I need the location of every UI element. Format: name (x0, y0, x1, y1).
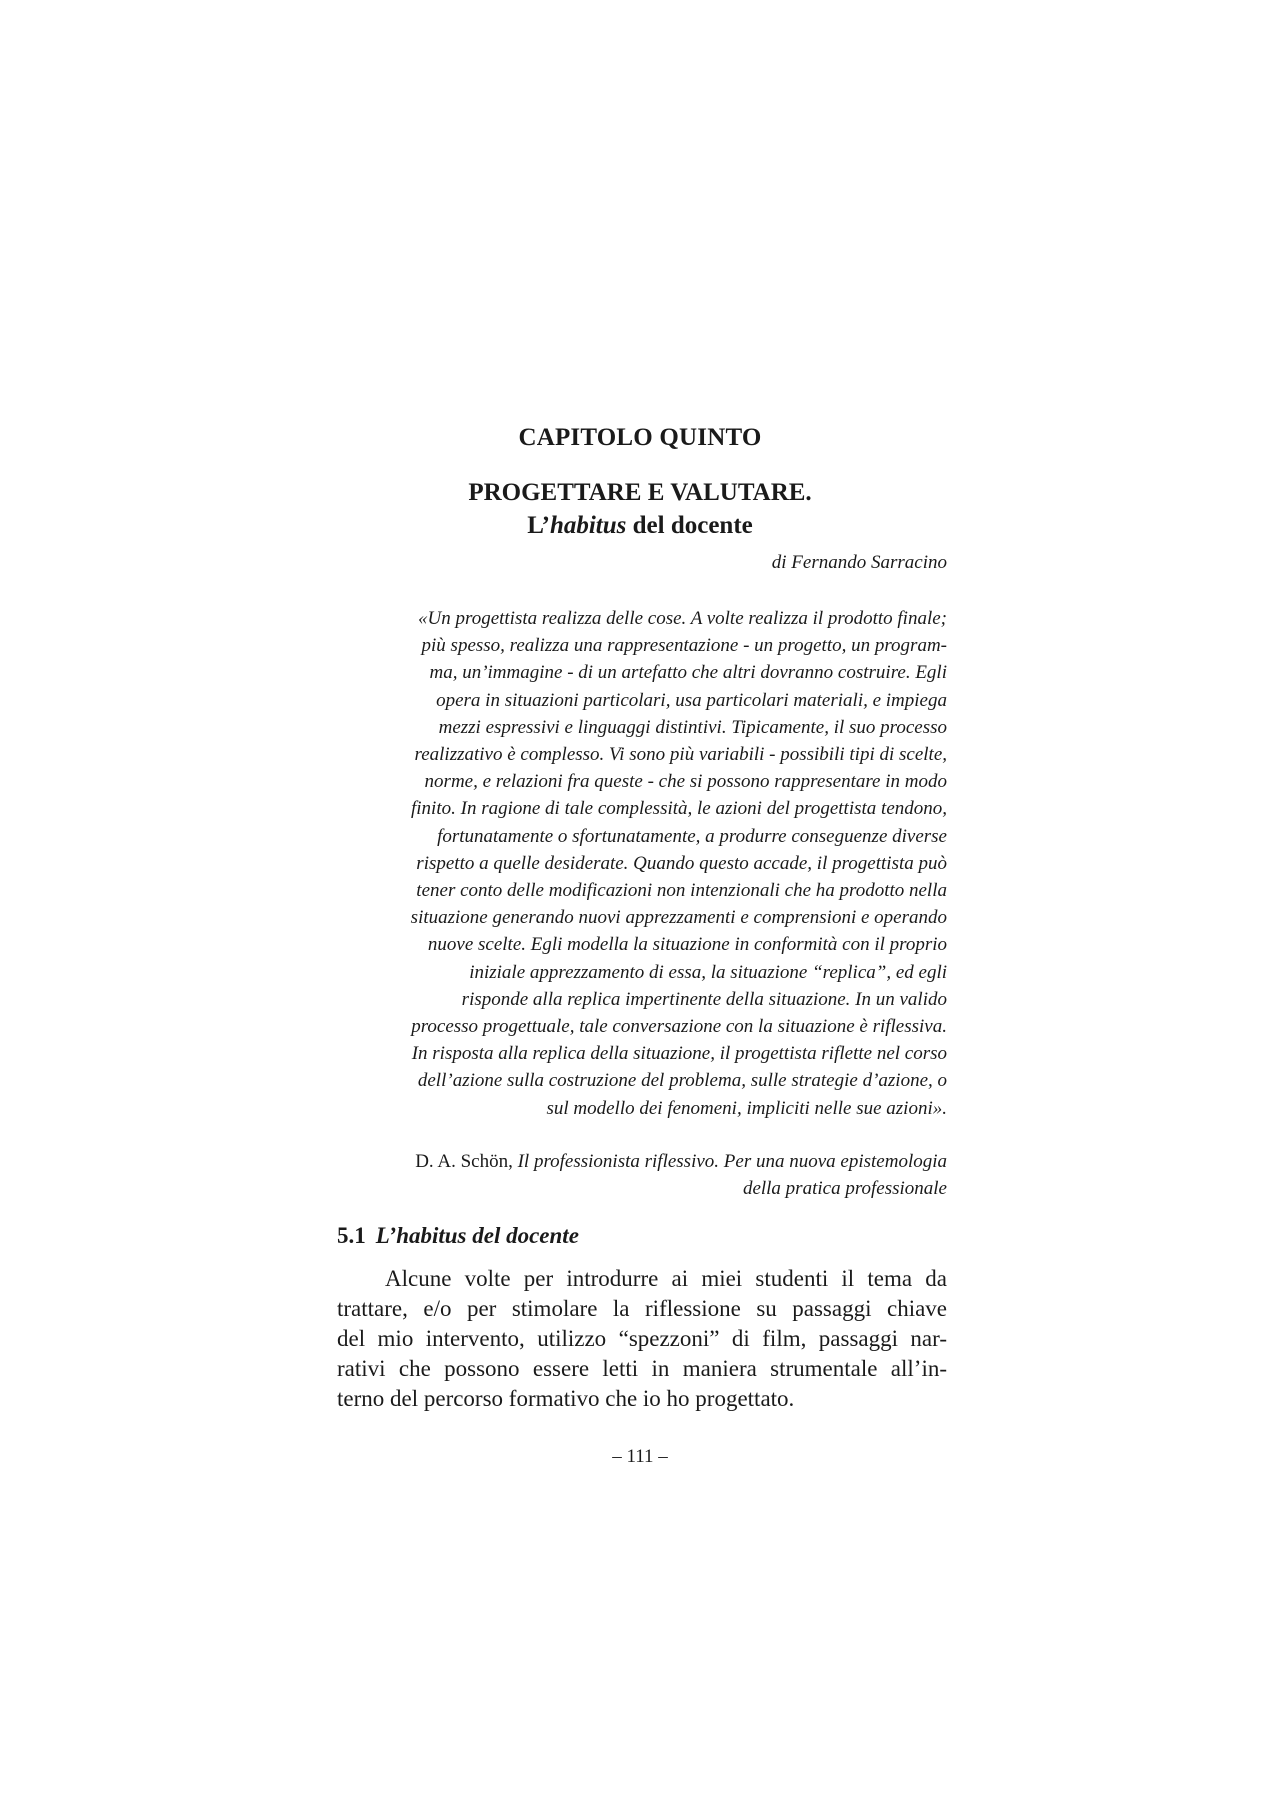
source-author: D. A. Schön, (415, 1151, 518, 1172)
source-line (337, 1148, 947, 1175)
chapter-title: PROGETTARE E VALUTARE. (468, 479, 812, 506)
epigraph-line: In risposta alla replica della situazione, il progettista riflette nel corso (411, 1043, 947, 1065)
body-line: Alcune volte per introdurre ai miei studenti il tema da (385, 1266, 947, 1291)
epigraph-line: iniziale apprezzamento di essa, la situazione “replica”, ed egli (469, 961, 947, 983)
source-title-continued: della pratica professionale (742, 1178, 947, 1199)
epigraph-line: nuove scelte. Egli modella la situazione in conformità con il proprio (427, 934, 947, 956)
epigraph-line: più spesso, realizza una rappresentazione - un progetto, un program- (421, 635, 947, 657)
section-title: L’habitus del docente (375, 1223, 579, 1248)
epigraph-line: fortunatamente o sfortunatamente, a produrre conseguenze diverse (437, 825, 947, 847)
body-line: trattare, e/o per stimolare la riflessione su passaggi chiave (337, 1296, 947, 1321)
epigraph-line: situazione generando nuovi apprezzamenti e comprensioni e operando (410, 907, 947, 929)
epigraph-line: risponde alla replica impertinente della situazione. In un valido (461, 988, 947, 1010)
chapter-label: CAPITOLO QUINTO (518, 424, 762, 451)
epigraph-line: opera in situazioni particolari, usa particolari materiali, e impiega (436, 689, 947, 711)
epigraph-line: ma, un’immagine - di un artefatto che altri dovranno costruire. Egli (429, 662, 947, 684)
subtitle-italic-term: habitus (549, 512, 627, 539)
source-title: Il professionista riflessivo. Per una nuova epistemologia (517, 1151, 947, 1172)
epigraph-line: finito. In ragione di tale complessità, le azioni del progettista tendono, (411, 798, 947, 820)
body-line: rativi che possono essere letti in maniera strumentale all’in- (337, 1356, 947, 1381)
body-line: terno del percorso formativo che io ho progettato. (337, 1386, 795, 1411)
chapter-author: di Fernando Sarracino (771, 552, 947, 573)
epigraph-line: mezzi espressivi e linguaggi distintivi. Tipicamente, il suo processo (438, 716, 947, 738)
epigraph-line: «Un progettista realizza delle cose. A volte realizza il prodotto finale; (418, 608, 947, 629)
page-number: – 111 – (612, 1446, 668, 1467)
subtitle-prefix: L’ (527, 512, 550, 539)
body-paragraph (337, 1264, 947, 1414)
section-heading (337, 1223, 947, 1249)
epigraph-line: realizzativo è complesso. Vi sono più variabili - possibili tipi di scelte, (414, 744, 947, 766)
epigraph-line: processo progettuale, tale conversazione con la situazione è riflessiva. (411, 1016, 947, 1038)
body-line: del mio intervento, utilizzo “spezzoni” di film, passaggi nar- (337, 1326, 947, 1351)
epigraph-line: rispetto a quelle desiderate. Quando questo accade, il progettista può (416, 852, 947, 874)
epigraph-line: tener conto delle modificazioni non intenzionali che ha prodotto nella (416, 880, 947, 902)
epigraph-line: sul modello dei fenomeni, impliciti nelle sue azioni». (546, 1097, 947, 1119)
section-number: 5.1 (337, 1223, 366, 1248)
subtitle-suffix: del docente (626, 512, 753, 539)
epigraph-quote (337, 605, 947, 1122)
epigraph-line: dell’azione sulla costruzione del problema, sulle strategie d’azione, o (417, 1070, 947, 1092)
epigraph-line: norme, e relazioni fra queste - che si possono rappresentare in modo (424, 771, 947, 793)
chapter-subtitle (0, 512, 1280, 540)
epigraph-source (337, 1148, 947, 1202)
